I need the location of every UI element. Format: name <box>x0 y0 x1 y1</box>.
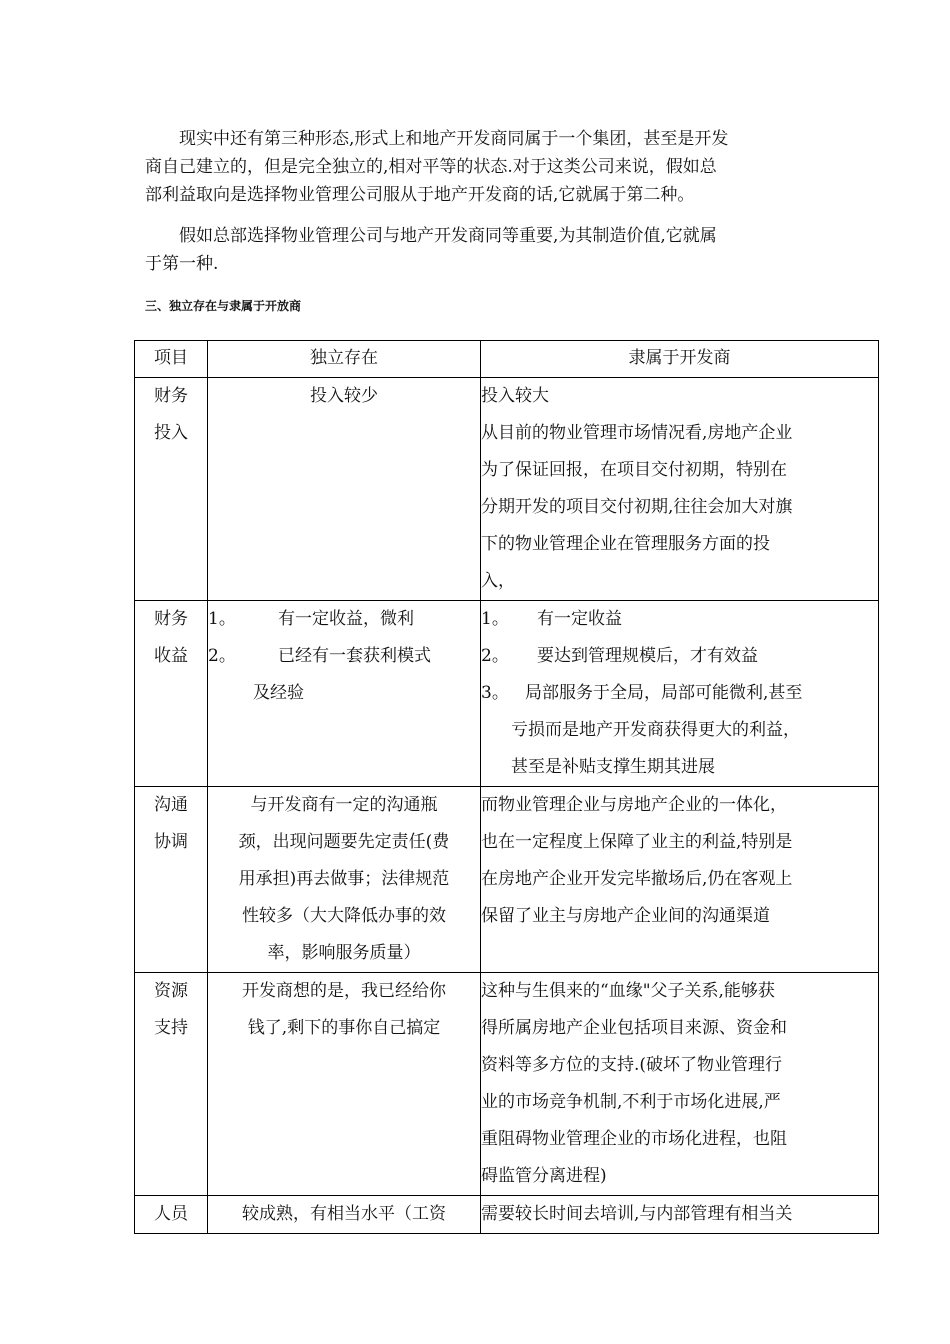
paragraph-line: 商自己建立的，但是完全独立的,相对平等的状态.对于这类公司来说，假如总 <box>145 157 717 177</box>
row-label <box>135 601 208 787</box>
section-heading: 三、独立存在与隶属于开放商 <box>145 299 302 313</box>
affiliated-cell <box>481 601 879 787</box>
independent-cell <box>208 1196 481 1234</box>
cell-line: 重阻碍物业管理企业的市场化进程，也阻 <box>481 1129 787 1149</box>
paragraph-line: 于第一种. <box>145 254 219 274</box>
list-item <box>481 675 878 712</box>
paragraph-line: 假如总部选择物业管理公司与地产开发商同等重要,为其制造价值,它就属 <box>145 226 717 246</box>
cell-line: 亏损而是地产开发商获得更大的利益， <box>511 720 800 740</box>
list-number: 2。 <box>208 646 236 666</box>
affiliated-cell <box>481 973 879 1196</box>
cell-line: 得所属房地产企业包括项目来源、资金和 <box>481 1018 787 1038</box>
row-label <box>135 1196 208 1234</box>
table-row <box>135 973 879 1196</box>
cell-line: 资料等多方位的支持.(破坏了物业管理行 <box>481 1055 783 1075</box>
table-row <box>135 1196 879 1234</box>
cell-line: 碍监管分离进程) <box>481 1166 607 1186</box>
paragraph-line: 现实中还有第三种形态,形式上和地产开发商同属于一个集团，甚至是开发 <box>145 129 729 149</box>
list-number: 1。 <box>481 609 509 629</box>
paragraph-2 <box>145 222 805 278</box>
row-label-line: 协调 <box>154 832 188 852</box>
row-label-line: 投入 <box>154 423 188 443</box>
header-item: 项目 <box>135 341 208 378</box>
header-affiliated: 隶属于开发商 <box>481 341 879 378</box>
row-label-line: 收益 <box>154 646 188 666</box>
cell-line: 从目前的物业管理市场情况看,房地产企业 <box>481 423 793 443</box>
cell-line: 分期开发的项目交付初期,往往会加大对旗 <box>481 497 793 517</box>
row-label <box>135 378 208 601</box>
list-text: 有一定收益，微利 <box>278 609 414 629</box>
list-number: 3。 <box>481 683 509 703</box>
cell-line: 投入较少 <box>310 386 378 406</box>
affiliated-cell <box>481 1196 879 1234</box>
row-label-line: 支持 <box>154 1018 188 1038</box>
list-text: 有一定收益 <box>537 609 622 629</box>
cell-line: 需要较长时间去培训,与内部管理有相当关 <box>481 1204 793 1224</box>
affiliated-cell <box>481 787 879 973</box>
cell-line: 开发商想的是，我已经给你 <box>242 981 446 1001</box>
cell-line: 投入较大 <box>481 386 549 406</box>
cell-line: 为了保证回报，在项目交付初期，特别在 <box>481 460 787 480</box>
cell-line: 较成熟，有相当水平（工资 <box>242 1204 446 1224</box>
list-item <box>208 638 480 675</box>
comparison-table <box>134 340 879 1234</box>
cell-line: 业的市场竞争机制,不利于市场化进展,严 <box>481 1092 781 1112</box>
list-text: 要达到管理规模后，才有效益 <box>537 646 758 666</box>
row-label-line: 沟通 <box>154 795 188 815</box>
row-label <box>135 973 208 1196</box>
cell-line: 保留了业主与房地产企业间的沟通渠道 <box>481 906 770 926</box>
table-header-row <box>135 341 879 378</box>
list-item <box>208 601 480 638</box>
independent-cell <box>208 787 481 973</box>
cell-line: 率，影响服务质量） <box>267 943 421 963</box>
table-row <box>135 601 879 787</box>
independent-cell <box>208 378 481 601</box>
cell-line: 与开发商有一定的沟通瓶 <box>250 795 438 815</box>
list-text: 局部服务于全局，局部可能微利,甚至 <box>525 683 803 703</box>
row-label-line: 财务 <box>154 386 188 406</box>
row-label <box>135 787 208 973</box>
row-label-line: 人员 <box>154 1204 188 1224</box>
paragraph-1 <box>145 125 805 209</box>
table-row <box>135 378 879 601</box>
cell-line: 也在一定程度上保障了业主的利益,特别是 <box>481 832 793 852</box>
cell-line: 颈，出现问题要先定责任(费 <box>238 832 450 852</box>
paragraph-line: 部利益取向是选择物业管理公司服从于地产开发商的话,它就属于第二种。 <box>145 185 695 205</box>
header-independent: 独立存在 <box>208 341 481 378</box>
cell-line: 下的物业管理企业在管理服务方面的投 <box>481 534 770 554</box>
cell-line: 在房地产企业开发完毕撤场后,仍在客观上 <box>481 869 793 889</box>
cell-line: 这种与生俱来的“血缘"父子关系,能够获 <box>481 981 775 1001</box>
list-item <box>481 638 878 675</box>
cell-line: 而物业管理企业与房地产企业的一体化， <box>481 795 787 815</box>
list-number: 2。 <box>481 646 509 666</box>
cell-line: 钱了,剩下的事你自己搞定 <box>247 1018 441 1038</box>
cell-line: 入， <box>481 571 515 591</box>
affiliated-cell <box>481 378 879 601</box>
cell-line: 及经验 <box>253 683 304 703</box>
independent-cell <box>208 973 481 1196</box>
list-item <box>481 601 878 638</box>
cell-line: 甚至是补贴支撑生期其进展 <box>511 757 715 777</box>
table-row <box>135 787 879 973</box>
row-label-line: 资源 <box>154 981 188 1001</box>
independent-cell <box>208 601 481 787</box>
list-number: 1。 <box>208 609 236 629</box>
row-label-line: 财务 <box>154 609 188 629</box>
cell-line: 性较多（大大降低办事的效 <box>242 906 446 926</box>
cell-line: 用承担)再去做事；法律规范 <box>238 869 450 889</box>
list-text: 已经有一套获利模式 <box>278 646 431 666</box>
